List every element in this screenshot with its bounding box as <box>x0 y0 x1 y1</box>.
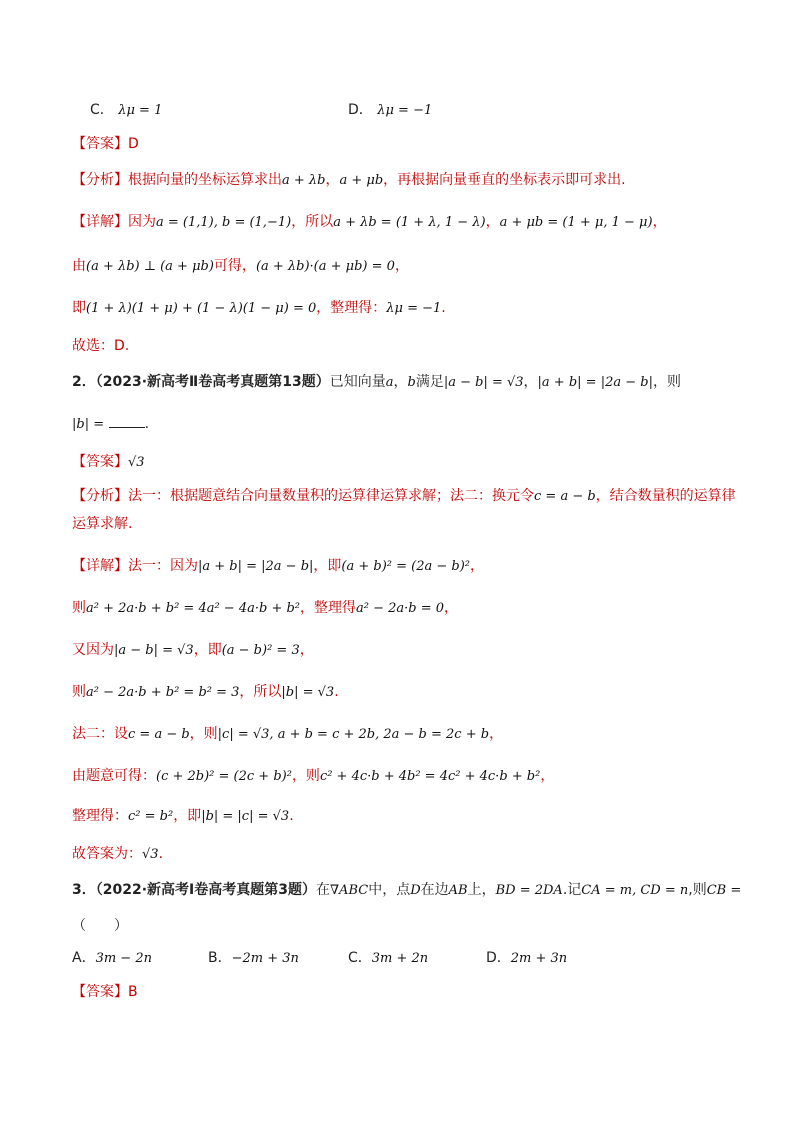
detail-text: 法二：设 <box>72 726 128 742</box>
option-d-expression: λμ = −1 <box>377 103 433 118</box>
q3-option-d[interactable] <box>486 948 567 969</box>
math-expression: (a − b)² = 3 <box>221 643 300 658</box>
option-d-expression: 2m + 3n <box>510 951 568 966</box>
q2-detail-line-5 <box>72 724 503 745</box>
q2-stem-line-1 <box>72 372 681 393</box>
detail-text: 整理得： <box>72 808 128 824</box>
math-expression: c² = b² <box>128 809 174 824</box>
detail-text: 由 <box>72 258 86 274</box>
q3-option-c[interactable] <box>348 948 428 969</box>
math-expression: CA = m, CD = n <box>581 883 689 898</box>
math-expression: |b| = √3 <box>281 685 335 700</box>
q1-choose: 故选：D. <box>72 338 130 354</box>
option-c-label: C． <box>348 950 372 966</box>
answer-value: D <box>128 136 139 152</box>
math-expression: c = a − b <box>534 489 596 504</box>
detail-text: ，即 <box>173 808 202 824</box>
math-expression: a + λb <box>282 173 326 188</box>
math-expression: (1 + λ)(1 + μ) + (1 − λ)(1 − μ) = 0 <box>86 301 317 316</box>
math-expression: |a − b| = √3 <box>443 375 524 390</box>
math-expression: D <box>410 883 421 898</box>
math-expression: a² − 2a·b = 0 <box>356 601 445 616</box>
detail-text: ， <box>470 558 485 574</box>
q1-detail-line-3 <box>72 298 446 319</box>
stem-text: ,则 <box>688 882 707 898</box>
analysis-text: ，再根据向量垂直的坐标表示即可求出. <box>383 172 626 188</box>
math-expression: |a + b| = |2a − b| <box>537 375 653 390</box>
question-source: （2022·新高考Ⅰ卷高考真题第3题） <box>95 882 316 898</box>
detail-text: ， <box>489 726 504 742</box>
stem-text: 中，点 <box>368 882 411 898</box>
answer-tag: 【答案】 <box>72 454 128 470</box>
detail-text: ，所以 <box>239 684 282 700</box>
detail-text: 故答案为： <box>72 846 142 862</box>
question-source: （2023·新高考Ⅱ卷高考真题第13题） <box>95 374 330 390</box>
q1-analysis <box>72 170 626 191</box>
detail-text: ， <box>444 600 459 616</box>
math-expression: a + μb = (1 + μ, 1 − μ) <box>499 215 653 230</box>
option-c-expression: λμ = 1 <box>118 103 163 118</box>
q2-final-answer <box>72 844 163 865</box>
option-b-expression: −2m + 3n <box>231 951 299 966</box>
q1-detail-line-1 <box>72 212 667 233</box>
q3-stem-line-1 <box>72 880 741 901</box>
q2-detail-line-7 <box>72 806 294 827</box>
q2-analysis-line-1 <box>72 486 736 507</box>
q2-stem-line-2 <box>72 414 149 435</box>
math-expression: c = a − b <box>128 727 190 742</box>
detail-text: ，则 <box>291 768 320 784</box>
analysis-tag: 【分析】 <box>72 488 128 504</box>
q2-detail-line-2 <box>72 598 458 619</box>
math-expression: (a + λb)·(a + μb) = 0 <box>255 259 395 274</box>
option-c-expression: 3m + 2n <box>371 951 429 966</box>
math-expression: a + λb = (1 + λ, 1 − λ) <box>333 215 486 230</box>
math-expression: AB <box>448 883 468 898</box>
stem-text: . <box>144 416 150 432</box>
detail-text: . <box>289 808 294 824</box>
detail-text: 则 <box>72 600 86 616</box>
math-expression: |b| = <box>72 417 105 432</box>
math-expression: |c| = √3, a + b = c + 2b, 2a − b = 2c + b <box>217 727 490 742</box>
analysis-text: 根据向量的坐标运算求出 <box>128 172 282 188</box>
question-number: 3． <box>72 882 96 898</box>
math-expression: b <box>407 375 416 390</box>
option-a-label: A． <box>72 950 96 966</box>
detail-text: 法一：因为 <box>128 558 198 574</box>
analysis-text: 法一：根据题意结合向量数量积的运算律运算求解；法二：换元令 <box>128 488 534 504</box>
question-number: 2． <box>72 374 96 390</box>
detail-text: 又因为 <box>72 642 114 658</box>
detail-tag: 【详解】 <box>72 558 128 574</box>
detail-text: 则 <box>72 684 86 700</box>
detail-text: ， <box>485 214 500 230</box>
detail-text: 因为 <box>128 214 156 230</box>
stem-text: ， <box>523 374 538 390</box>
q1-answer <box>72 134 139 154</box>
math-expression: a² + 2a·b + b² = 4a² − 4a·b + b² <box>86 601 300 616</box>
detail-text: 即 <box>72 300 86 316</box>
math-expression: λμ = −1 <box>386 301 442 316</box>
option-b-label: B． <box>208 950 232 966</box>
option-d-label: D． <box>348 102 373 118</box>
math-expression: |b| = |c| = √3 <box>201 809 290 824</box>
math-expression: (a + b)² = (2a − b)² <box>341 559 471 574</box>
answer-value: √3 <box>128 455 145 470</box>
q3-option-a[interactable] <box>72 948 152 969</box>
stem-text: 在边 <box>420 882 449 898</box>
q1-option-d <box>348 100 432 121</box>
detail-text: ，整理得 <box>300 600 356 616</box>
detail-text: . <box>441 300 446 316</box>
detail-text: ，所以 <box>291 214 334 230</box>
math-expression: |a + b| = |2a − b| <box>198 559 314 574</box>
analysis-text: ， <box>325 172 340 188</box>
stem-text: .记 <box>562 882 582 898</box>
math-expression: c² + 4c·b + 4b² = 4c² + 4c·b + b² <box>319 769 541 784</box>
analysis-text: ，结合数量积的运算律 <box>595 488 736 504</box>
stem-text: ，则 <box>652 374 681 390</box>
detail-text: ， <box>299 642 314 658</box>
math-expression: √3 <box>142 847 159 862</box>
q2-answer <box>72 452 145 473</box>
math-expression: CB = <box>706 883 742 898</box>
math-expression: a² − 2a·b + b² = b² = 3 <box>86 685 240 700</box>
answer-value: B <box>128 984 138 1000</box>
q1-options-row <box>90 100 162 121</box>
math-expression: |a − b| = √3 <box>114 643 194 658</box>
detail-text: ， <box>652 214 667 230</box>
detail-text: ， <box>394 258 409 274</box>
detail-text: ，即 <box>313 558 342 574</box>
option-d-label: D． <box>486 950 511 966</box>
detail-tag: 【详解】 <box>72 214 128 230</box>
answer-tag: 【答案】 <box>72 984 128 1000</box>
q2-analysis-line-2: 运算求解. <box>72 516 133 532</box>
math-expression: a + μb <box>339 173 384 188</box>
detail-text: ，整理得： <box>316 300 387 316</box>
option-c-label: C． <box>90 102 114 118</box>
q3-paren: （ ） <box>72 918 128 934</box>
answer-tag: 【答案】 <box>72 136 128 152</box>
math-expression: a = (1,1), b = (1,−1) <box>156 215 292 230</box>
q1-detail-line-2 <box>72 256 409 277</box>
stem-text: 已知向量 <box>329 374 386 390</box>
option-a-expression: 3m − 2n <box>95 951 152 966</box>
detail-text: 可得， <box>213 258 256 274</box>
q2-detail-line-6 <box>72 766 554 787</box>
q3-answer <box>72 982 138 1002</box>
stem-text: 上， <box>467 882 496 898</box>
analysis-tag: 【分析】 <box>72 172 128 188</box>
detail-text: ，则 <box>189 726 218 742</box>
stem-text: ， <box>393 374 408 390</box>
q2-detail-line-1 <box>72 556 484 577</box>
math-expression: (a + λb) ⊥ (a + μb) <box>86 259 214 274</box>
math-expression: BD = 2DA <box>495 883 563 898</box>
math-expression: ∇ABC <box>329 883 369 898</box>
answer-blank <box>109 415 145 428</box>
q2-detail-line-4 <box>72 682 339 703</box>
stem-text: 在 <box>315 882 330 898</box>
detail-text: ， <box>540 768 555 784</box>
math-expression: a <box>385 375 394 390</box>
stem-text: 满足 <box>415 374 444 390</box>
detail-text: . <box>158 846 164 862</box>
detail-text: ，即 <box>193 642 222 658</box>
detail-text: 由题意可得： <box>72 768 156 784</box>
q2-detail-line-3 <box>72 640 314 661</box>
q3-option-b[interactable] <box>208 948 299 969</box>
math-expression: (c + 2b)² = (2c + b)² <box>156 769 292 784</box>
detail-text: . <box>334 684 339 700</box>
